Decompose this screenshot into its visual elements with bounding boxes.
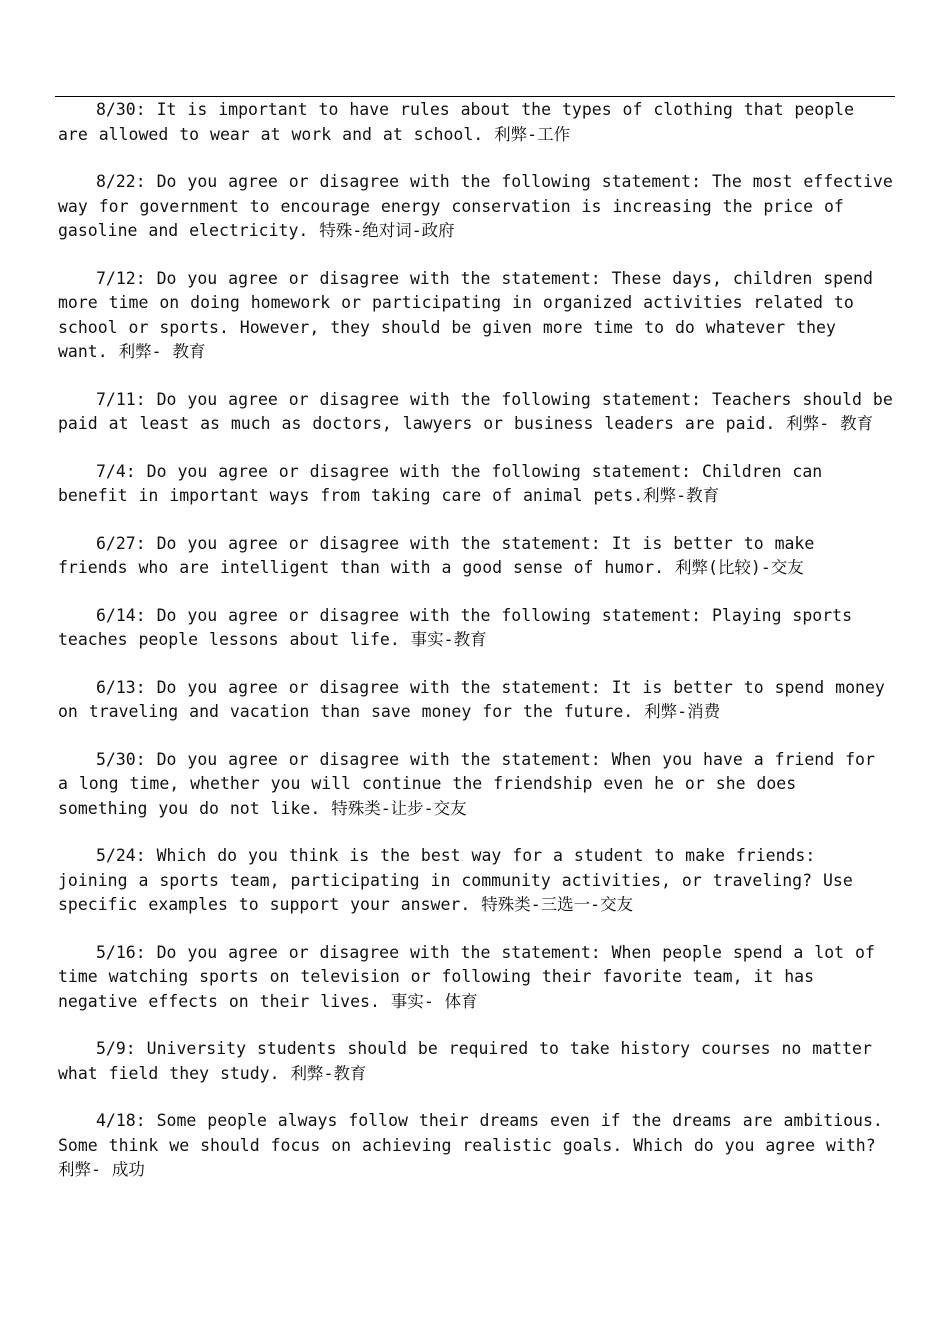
essay-topic-list (58, 98, 894, 1206)
topic-entry: 5/16: Do you agree or disagree with the statement: When people spend a lot of time watching sports on television or following their favorite team, it has negative effects on their lives. 事实- 体育 (58, 942, 875, 1011)
topic-entry: 7/12: Do you agree or disagree with the statement: These days, children spend more time on doing homework or participating in organized activities related to school or sports. However, they should be given more time to do whatever they want. 利弊- 教育 (58, 268, 873, 361)
topic-entry: 8/30: It is important to have rules about the types of clothing that people are allowed to wear at work and at school. 利弊-工作 (58, 100, 855, 144)
topic-entry: 8/22: Do you agree or disagree with the following statement: The most effective way for government to encourage energy conservation is increasing the price of gasoline and electricity. 特殊-绝对词-政府 (58, 172, 893, 240)
topic-entry: 5/30: Do you agree or disagree with the statement: When you have a friend for a long time, whether you will continue the friendship even he or she does something you do not like. 特殊类-让步-交友 (58, 749, 875, 818)
topic-entry: 7/11: Do you agree or disagree with the following statement: Teachers should be paid at least as much as doctors, lawyers or business leaders are paid. 利弊- 教育 (58, 389, 893, 433)
topic-entry: 6/27: Do you agree or disagree with the statement: It is better to make friends who are intelligent than with a good sense of humor. 利弊(比较)-交友 (58, 533, 815, 577)
topic-entry: 5/24: Which do you think is the best way for a student to make friends: joining a sports team, participating in community activities, or traveling? Use specific examples to support your answer. 特殊类-三选一-交友 (58, 846, 853, 914)
topic-entry: 7/4: Do you agree or disagree with the following statement: Children can benefit in important ways from taking care of animal pets.利弊-教育 (58, 461, 823, 505)
topic-entry: 6/13: Do you agree or disagree with the statement: It is better to spend money on traveling and vacation than save money for the future. 利弊-消费 (58, 677, 885, 721)
topic-entry: 5/9: University students should be required to take history courses no matter what field they study. 利弊-教育 (58, 1039, 872, 1083)
topic-entry: 6/14: Do you agree or disagree with the following statement: Playing sports teaches people lessons about life. 事实-教育 (58, 605, 853, 649)
top-rule (55, 96, 895, 97)
topic-entry: 4/18: Some people always follow their dreams even if the dreams are ambitious. Some think we should focus on achieving realistic goals. Which do you agree with? 利弊- 成功 (58, 1111, 883, 1179)
